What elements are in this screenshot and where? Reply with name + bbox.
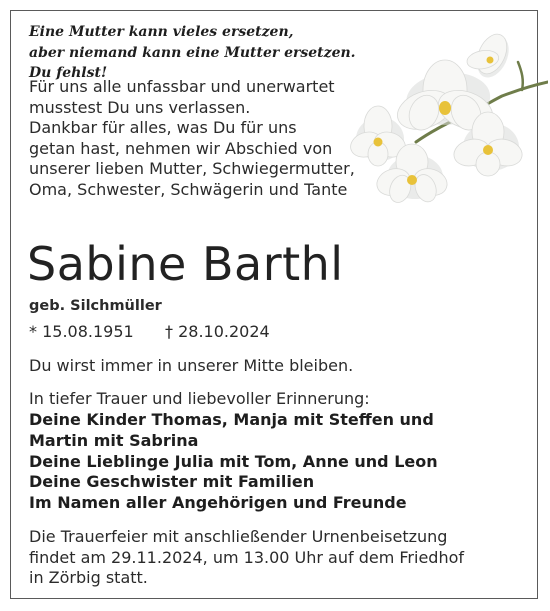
- mourners-list: [29, 410, 438, 514]
- orchid-icon: [350, 24, 548, 222]
- quote-line: Du fehlst!: [29, 65, 108, 81]
- quote-block: [29, 22, 356, 84]
- death-date: † 28.10.2024: [165, 322, 270, 341]
- intro-line: musstest Du uns verlassen.: [29, 97, 251, 117]
- mourner-line: Deine Kinder Thomas, Manja mit Steffen und: [29, 410, 434, 429]
- intro-line: unserer lieben Mutter, Schwiegermutter,: [29, 159, 355, 179]
- intro-line: Für uns alle unfassbar und unerwartet: [29, 77, 335, 96]
- mourning-intro: In tiefer Trauer und liebevoller Erinnerung:: [29, 389, 370, 408]
- funeral-line: in Zörbig statt.: [29, 568, 148, 588]
- mourner-line: Deine Lieblinge Julia mit Tom, Anne und Leon: [29, 451, 438, 471]
- funeral-info: [29, 527, 464, 589]
- funeral-line: Die Trauerfeier mit anschließender Urnenbeisetzung: [29, 527, 448, 546]
- intro-line: getan hast, nehmen wir Abschied von: [29, 138, 333, 158]
- birth-name: geb. Silchmüller: [29, 298, 162, 314]
- mourner-line: Martin mit Sabrina: [29, 430, 199, 450]
- quote-line: Eine Mutter kann vieles ersetzen,: [29, 24, 294, 40]
- intro-line: Dankbar für alles, was Du für uns: [29, 118, 297, 138]
- quote-line: aber niemand kann eine Mutter ersetzen.: [29, 44, 356, 61]
- life-dates: [29, 321, 270, 342]
- funeral-line: findet am 29.11.2024, um 13.00 Uhr auf dem Friedhof: [29, 547, 465, 567]
- intro-line: Oma, Schwester, Schwägerin und Tante: [29, 179, 348, 199]
- motto: Du wirst immer in unserer Mitte bleiben.: [29, 356, 354, 375]
- intro-text: [29, 77, 355, 201]
- birth-date: * 15.08.1951: [29, 322, 134, 341]
- deceased-name: Sabine Barthl: [27, 237, 344, 291]
- mourner-line: Deine Geschwister mit Familien: [29, 472, 315, 492]
- mourner-line: Im Namen aller Angehörigen und Freunde: [29, 493, 407, 513]
